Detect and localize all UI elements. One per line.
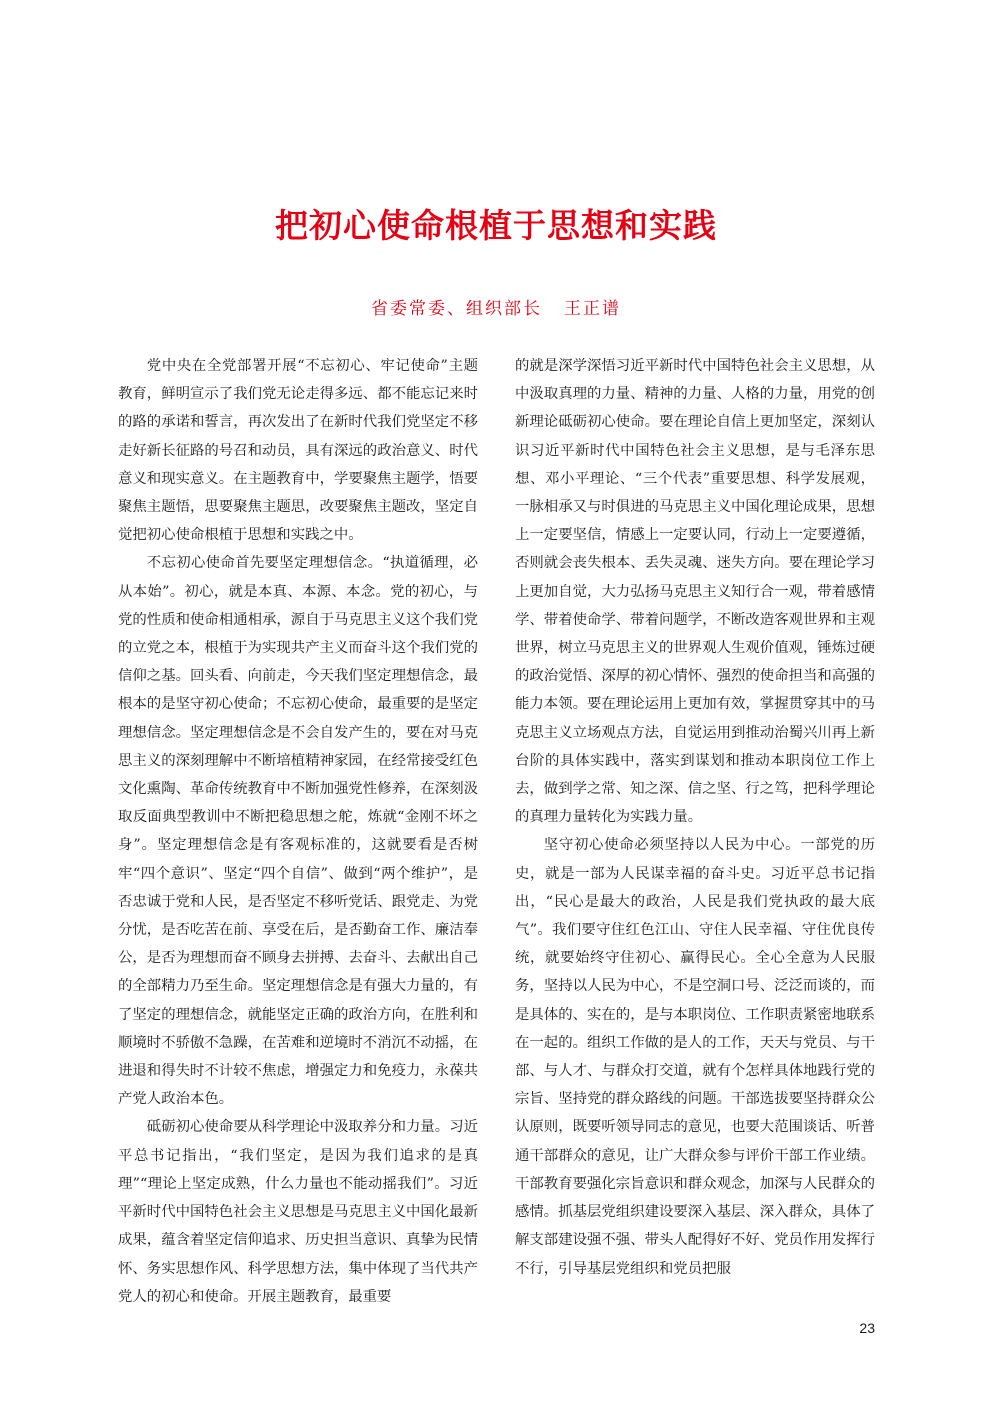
paragraph: 砥砺初心使命要从科学理论中汲取养分和力量。习近平总书记指出，“我们坚定，是因为我们追求的是真理”“理论上坚定成熟，什么力量也不能动摇我们”。习近平新时代中国特色社会主义思想是马克思主义中国化最新成果，蕴含着坚定信仰追求、历史担当意识、真挚为民情怀、务实思想作风、科学思想方法，集中体现了当代共产党人的初心和使命。开展主题教育，最重要 [118,1119,478,1305]
left-column [118,352,478,1311]
paragraph: 不忘初心使命首先要坚定理想信念。“执道循理，必从本始”。初心，就是本真、本源、本念。党的初心，与党的性质和使命相通相承，源自于马克思主义这个我们党的立党之本，根植于为实现共产主义而奋斗这个我们党的信仰之基。回头看、向前走，今天我们坚定理想信念，最根本的是坚守初心使命；不忘初心使命，最重要的是坚定理想信念。坚定理想信念是不会自发产生的，要在对马克思主义的深刻理解中不断培植精神家园，在经常接受红色文化熏陶、革命传统教育中不断加强党性修养，在深刻汲取反面典型教训中不断把稳思想之舵，炼就“金刚不坏之身”。坚定理想信念是有客观标准的，这就要看是否树牢“四个意识”、坚定“四个自信”、做到“两个维护”，是否忠诚于党和人民，是否坚定不移听党话、跟党走、为党分忧，是否吃苦在前、享受在后，是否勤奋工作、廉洁奉公，是否为理想而奋不顾身去拼搏、去奋斗、去献出自己的全部精力乃至生命。坚定理想信念是有强大力量的，有了坚定的理想信念，就能坚定正确的政治方向，在胜利和顺境时不骄傲不急躁，在苦难和逆境时不消沉不动摇，在进退和得失时不计较不焦虑，增强定力和免疫力，永葆共产党人政治本色。 [118,555,478,1108]
author-name: 王正谱 [564,299,621,319]
author-line [0,296,992,322]
right-column [515,352,875,1283]
paragraph: 坚守初心使命必须坚持以人民为中心。一部党的历史，就是一部为人民谋幸福的奋斗史。习近平总书记指出，“民心是最大的政治，人民是我们党执政的最大底气”。我们要守住红色江山、守住人民幸福、守住优良传统，就要始终守住初心、赢得民心。全心全意为人民服务，坚持以人民为中心，不是空洞口号、泛泛而谈的，而是具体的、实在的，是与本职岗位、工作职责紧密地联系在一起的。组织工作做的是人的工作，天天与党员、与干部、与人才、与群众打交道，就有个怎样具体地践行党的宗旨、坚持党的群众路线的问题。干部选拔要坚持群众公认原则，既要听领导同志的意见，也要大范围谈话、听普通干部群众的意见，让广大群众参与评价干部工作业绩。干部教育要强化宗旨意识和群众观念，加深与人民群众的感情。抓基层党组织建设要深入基层、深入群众，具体了解支部建设强不强、带头人配得好不好、党员作用发挥行不行，引导基层党组织和党员把服 [515,837,875,1277]
paragraph: 党中央在全党部署开展“不忘初心、牢记使命”主题教育，鲜明宣示了我们党无论走得多远、都不能忘记来时的路的承诺和誓言，再次发出了在新时代我们党坚定不移走好新长征路的号召和动员，具有深远的政治意义、时代意义和现实意义。在主题教育中，学要聚焦主题学，悟要聚焦主题悟，思要聚焦主题思，改要聚焦主题改，坚定自觉把初心使命根植于思想和实践之中。 [118,358,478,544]
article-title: 把初心使命根植于思想和实践 [275,206,717,245]
paragraph-continued: 的就是深学深悟习近平新时代中国特色社会主义思想，从中汲取真理的力量、精神的力量、人格的力量，用党的创新理论砥砺初心使命。要在理论自信上更加坚定，深刻认识习近平新时代中国特色社会主义思想，是与毛泽东思想、邓小平理论、“三个代表”重要思想、科学发展观，一脉相承又与时俱进的马克思主义中国化理论成果，思想上一定要坚信，情感上一定要认同，行动上一定要遵循，否则就会丧失根本、丢失灵魂、迷失方向。要在理论学习上更加自觉，大力弘扬马克思主义知行合一观，带着感情学、带着使命学、带着问题学，不断改造客观世界和主观世界，树立马克思主义的世界观人生观价值观，锤炼过硬的政治觉悟、深厚的初心情怀、强烈的使命担当和高强的能力本领。要在理论运用上更加有效，掌握贯穿其中的马克思主义立场观点方法，自觉运用到推动治蜀兴川再上新台阶的具体实践中，落实到谋划和推动本职岗位工作上去，做到学之常、知之深、信之坚、行之笃，把科学理论的真理力量转化为实践力量。 [515,358,875,826]
page-number: 23 [859,1320,875,1336]
author-role: 省委常委、组织部长 [371,299,542,319]
